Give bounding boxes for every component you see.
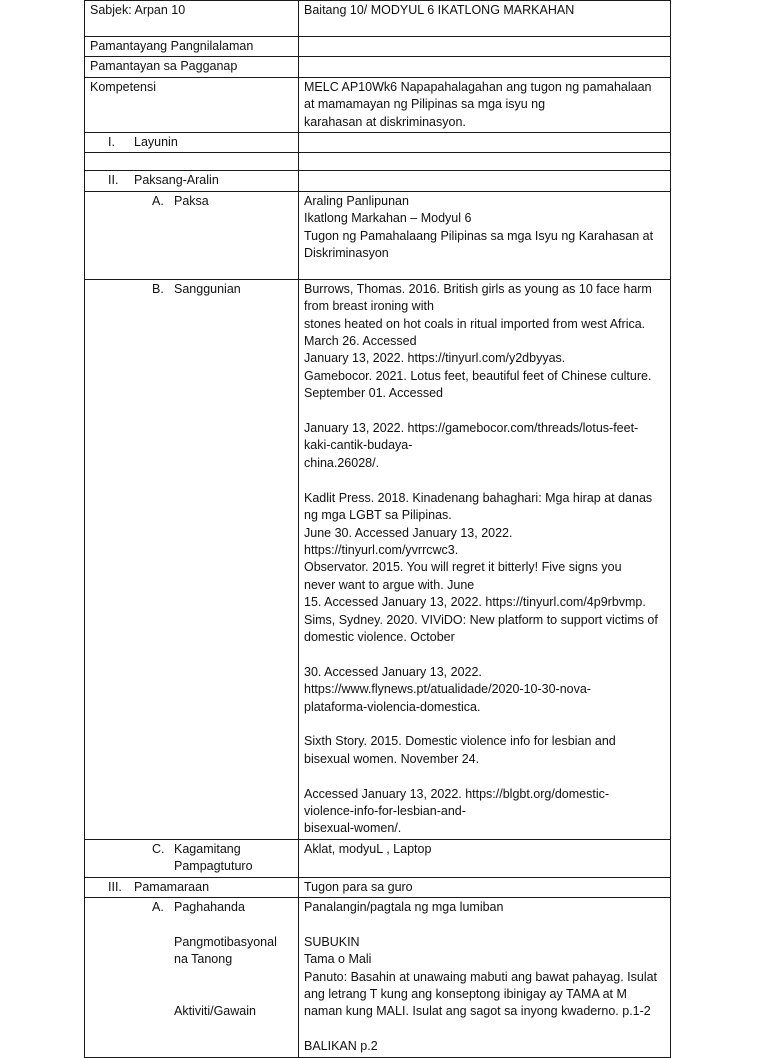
topic-label: Paksa <box>174 193 209 208</box>
preparation-row <box>85 897 671 1057</box>
reference-line: Observator. 2015. You will regret it bitterly! Five signs you <box>304 560 622 575</box>
lesson-plan-sheet <box>84 0 670 1058</box>
reference-line: violence-info-for-lesbian-and- <box>304 803 466 818</box>
topic-line: Araling Panlipunan <box>304 193 409 208</box>
reference-line: Gamebocor. 2021. Lotus feet, beautiful feet of Chinese culture. <box>304 368 652 383</box>
reference-line: never want to argue with. June <box>304 577 475 592</box>
grade-module-cell: Baitang 10/ MODYUL 6 IKATLONG MARKAHAN <box>299 1 671 37</box>
materials-label: Pampagtuturo <box>174 859 253 874</box>
reference-line: Accessed January 13, 2022. https://blgbt.org/domestic- <box>304 786 610 801</box>
objectives-label: Layunin <box>134 135 178 150</box>
procedure-label: Pamamaraan <box>134 879 210 894</box>
reference-line: January 13, 2022. https://gamebocor.com/threads/lotus-feet- <box>304 421 639 436</box>
reference-line: china.26028/. <box>304 455 380 470</box>
lesson-plan-table <box>84 0 671 1058</box>
procedure-row <box>85 877 671 897</box>
reference-line: Sims, Sydney. 2020. VIViDO: New platform to support victims of <box>304 612 658 627</box>
procedure-value: Tugon para sa guro <box>299 877 671 897</box>
activity-label: Aktiviti/Gawain <box>174 1004 256 1019</box>
subject-matter-label: Paksang-Aralin <box>134 173 219 188</box>
reference-line: bisexual women. November 24. <box>304 751 480 766</box>
performance-standard-row <box>85 57 671 77</box>
preparation-line: naman kung MALI. Isulat ang sagot sa inyong kwaderno. p.1-2 <box>304 1004 651 1019</box>
reference-line: Kadlit Press. 2018. Kinadenang bahaghari: Mga hirap at danas <box>304 490 653 505</box>
reference-line: Burrows, Thomas. 2016. British girls as young as 10 face harm <box>304 281 652 296</box>
reference-line: kaki-cantik-budaya- <box>304 438 413 453</box>
subsection-letter: A. <box>152 193 164 208</box>
reference-line: bisexual-women/. <box>304 821 402 836</box>
competency-label: Kompetensi <box>85 77 299 132</box>
preparation-line: Panuto: Basahin at unawaing mabuti ang bawat pahayag. Isulat <box>304 969 658 984</box>
preparation-line <box>304 916 665 933</box>
topic-value <box>299 191 671 279</box>
preparation-line <box>304 1021 665 1038</box>
objectives-row <box>85 133 671 153</box>
reference-line: plataforma-violencia-domestica. <box>304 699 481 714</box>
preparation-line: ang letrang T kung ang konseptong ibinigay ay TAMA at M <box>304 987 627 1001</box>
performance-standard-value <box>299 57 671 77</box>
topic-line: Ikatlong Markahan – Modyul 6 <box>304 211 472 226</box>
subsection-letter: C. <box>152 841 165 856</box>
topic-line: Diskriminasyon <box>304 246 389 261</box>
materials-row <box>85 839 671 877</box>
reference-line: January 13, 2022. https://tinyurl.com/y2dbyyas. <box>304 351 566 366</box>
motivation-label: na Tanong <box>174 952 233 967</box>
preparation-line: BALIKAN p.2 <box>304 1039 378 1054</box>
reference-line: ng mga LGBT sa Pilipinas. <box>304 508 452 523</box>
content-standard-value <box>299 37 671 57</box>
competency-row <box>85 77 671 132</box>
competency-value <box>299 77 671 132</box>
competency-line: karahasan at diskriminasyon. <box>304 114 466 129</box>
preparation-line: SUBUKIN <box>304 934 360 949</box>
reference-line: domestic violence. October <box>304 629 455 644</box>
section-number: III. <box>108 879 122 894</box>
competency-line: at mamamayan ng Pilipinas sa mga isyu ng <box>304 97 546 112</box>
content-standard-row <box>85 37 671 57</box>
subsection-letter: A. <box>152 899 164 914</box>
section-number: I. <box>108 135 115 150</box>
reference-line: 15. Accessed January 13, 2022. https://tinyurl.com/4p9rbvmp. <box>304 595 646 610</box>
subject-row <box>85 1 671 37</box>
preparation-line: Panalangin/pagtala ng mga lumiban <box>304 899 504 914</box>
reference-line: from breast ironing with <box>304 299 434 314</box>
topic-line: Tugon ng Pamahalaang Pilipinas sa mga Isyu ng Karahasan at <box>304 228 654 243</box>
content-standard-label: Pamantayang Pangnilalaman <box>85 37 299 57</box>
subsection-letter: B. <box>152 281 164 296</box>
subject-cell: Sabjek: Arpan 10 <box>85 1 299 37</box>
preparation-value <box>299 897 671 1057</box>
performance-standard-label: Pamantayan sa Pagganap <box>85 57 299 77</box>
materials-label: Kagamitang <box>174 841 241 856</box>
reference-line: 30. Accessed January 13, 2022. <box>304 664 482 679</box>
references-label: Sanggunian <box>174 281 241 296</box>
reference-line: https://www.flynews.pt/atualidade/2020-10-30-nova- <box>304 682 591 697</box>
reference-line <box>304 716 665 733</box>
references-row <box>85 279 671 839</box>
references-value <box>299 279 671 839</box>
section-number: II. <box>108 173 119 188</box>
motivation-label: Pangmotibasyonal <box>174 934 277 949</box>
reference-line: March 26. Accessed <box>304 334 417 349</box>
reference-line: September 01. Accessed <box>304 386 443 401</box>
objectives-value <box>299 133 671 153</box>
reference-line <box>304 768 665 785</box>
subject-matter-row <box>85 171 671 191</box>
reference-line: https://tinyurl.com/yvrrcwc3. <box>304 542 459 557</box>
materials-value: Aklat, modyuL , Laptop <box>299 839 671 877</box>
spacer-row <box>85 153 671 171</box>
reference-line: Sixth Story. 2015. Domestic violence info for lesbian and <box>304 734 616 749</box>
reference-line: stones heated on hot coals in ritual imported from west Africa. <box>304 316 646 331</box>
reference-line: June 30. Accessed January 13, 2022. <box>304 525 513 540</box>
reference-line <box>304 646 665 663</box>
preparation-label: Paghahanda <box>174 899 245 914</box>
competency-line: MELC AP10Wk6 Napapahalagahan ang tugon ng pamahalaan <box>304 79 652 94</box>
reference-line <box>304 472 665 489</box>
reference-line <box>304 403 665 420</box>
topic-row <box>85 191 671 279</box>
preparation-line: Tama o Mali <box>304 952 372 967</box>
